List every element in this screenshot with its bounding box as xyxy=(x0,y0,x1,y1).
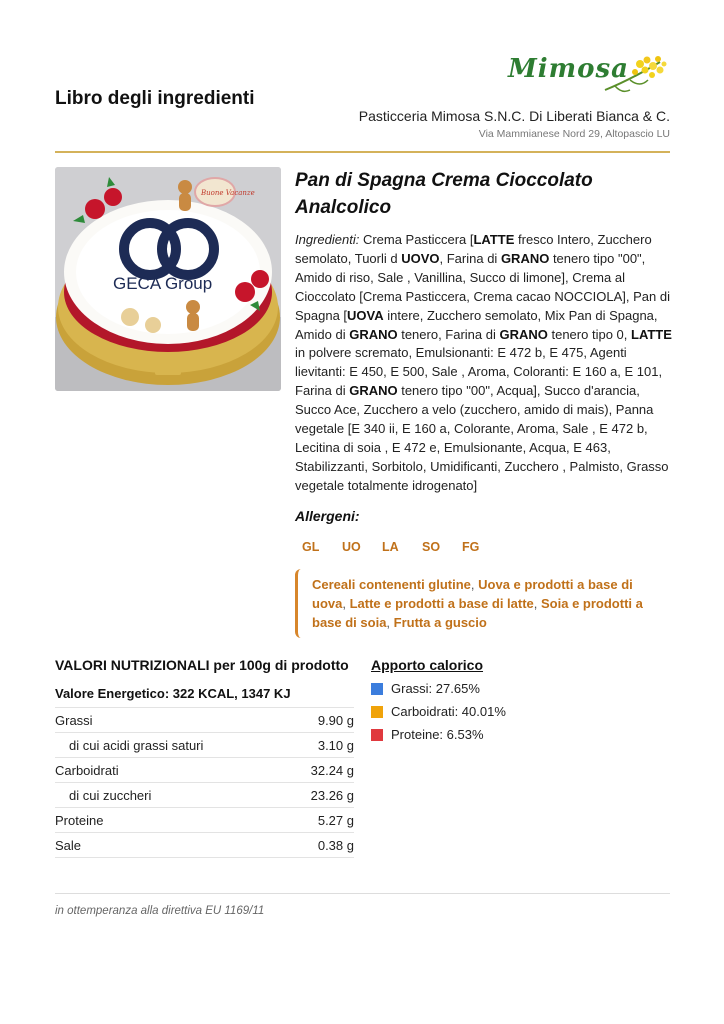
footer-divider xyxy=(55,893,670,894)
company-logo xyxy=(500,50,670,100)
company-address: Via Mammianese Nord 29, Altopascio LU xyxy=(478,128,670,140)
nutrient-label: Sale xyxy=(55,833,286,858)
legend-item xyxy=(371,681,671,696)
legend-label: Carboidrati: 40.01% xyxy=(391,704,506,719)
calorie-section xyxy=(371,657,671,742)
allergen-name: Cereali contenenti glutine xyxy=(312,576,471,592)
legend-item xyxy=(371,704,671,719)
ingredient-text-segment: tenero tipo 0, xyxy=(547,326,631,342)
product-section xyxy=(295,167,675,638)
allergen-name: Uova e prodotti a base di uova xyxy=(312,576,633,611)
allergen-descriptions: Cereali contenenti glutine, Uova e prodotti a base di uova, Latte e prodotti a base di latte, Soia e prodotti a base di soia, Frutta a guscio xyxy=(295,569,670,638)
product-name: Pan di Spagna Crema Cioccolato Analcolico xyxy=(295,170,593,218)
nutrition-title: VALORI NUTRIZIONALI per 100g di prodotto xyxy=(55,657,349,673)
nutrient-label: Proteine xyxy=(55,808,286,833)
document-title: Libro degli ingredienti xyxy=(55,88,255,109)
legend-label: Proteine: 6.53% xyxy=(391,727,484,742)
nutrient-value: 32.24 g xyxy=(286,758,354,783)
allergen-highlight: UOVO xyxy=(401,250,440,266)
nutrient-value: 9.90 g xyxy=(286,708,354,733)
table-row xyxy=(55,833,354,858)
legend-label: Grassi: 27.65% xyxy=(391,681,480,696)
table-row xyxy=(55,758,354,783)
allergen-code: GL xyxy=(302,539,320,554)
allergen-highlight: GRANO xyxy=(349,383,398,399)
nutrient-label: Carboidrati xyxy=(55,758,286,783)
page-header xyxy=(55,40,670,155)
table-row xyxy=(55,733,354,758)
allergens-title: Allergeni: xyxy=(295,507,360,524)
photo-brand-text: GECA Group xyxy=(113,274,213,293)
legend-swatch xyxy=(371,706,383,718)
allergen-name: Frutta a guscio xyxy=(393,614,487,630)
nutrient-value: 23.26 g xyxy=(286,783,354,808)
allergen-name: Latte e prodotti a base di latte xyxy=(349,595,534,611)
ingredient-text-segment: intere, Zucchero semolato, Mix Pan di Spagna, Amido di xyxy=(295,307,658,342)
ingredient-text-segment: , Farina di xyxy=(439,250,501,266)
header-divider xyxy=(55,151,670,153)
ingredients-label: Ingredienti: xyxy=(295,232,360,247)
allergen-code: UO xyxy=(342,539,361,554)
mimosa-flower-icon xyxy=(600,50,670,100)
calorie-title: Apporto calorico xyxy=(371,657,484,673)
allergen-highlight: LATTE xyxy=(473,232,515,247)
allergen-code: FG xyxy=(462,539,480,554)
photo-plaque-text: Buone Vacanze xyxy=(201,189,255,197)
footer-note: in ottemperanza alla direttiva EU 1169/11 xyxy=(55,905,265,917)
nutrient-value: 5.27 g xyxy=(286,808,354,833)
legend-swatch xyxy=(371,729,383,741)
allergen-highlight: GRANO xyxy=(499,326,548,342)
allergen-code: SO xyxy=(422,539,441,554)
allergen-highlight: GRANO xyxy=(500,250,550,266)
legend-item xyxy=(371,727,671,742)
company-name: Pasticceria Mimosa S.N.C. Di Liberati Bianca & C. xyxy=(358,108,670,124)
legend-swatch xyxy=(371,683,383,695)
table-row xyxy=(55,808,354,833)
allergen-highlight: LATTE xyxy=(631,326,672,342)
ingredient-text-segment: tenero tipo "00", Amido di riso, Sale , Vanillina, Succo di limone], Crema al Cioccolato [Crema Pasticcera, Crema cacao NOCCIOLA], Pan di Spagna [ xyxy=(295,250,670,323)
ingredients-text xyxy=(295,231,675,496)
allergen-code: LA xyxy=(382,539,399,554)
ingredient-text-segment: tenero, Farina di xyxy=(397,326,500,342)
product-photo xyxy=(55,167,281,391)
allergen-highlight: GRANO xyxy=(349,326,398,342)
nutrition-table xyxy=(55,707,354,858)
ingredient-text-segment: Crema Pasticcera [ xyxy=(359,232,474,247)
nutrient-label: di cui acidi grassi saturi xyxy=(55,733,286,758)
table-row xyxy=(55,708,354,733)
nutrient-value: 0.38 g xyxy=(286,833,354,858)
nutrient-label: di cui zuccheri xyxy=(55,783,286,808)
ingredient-text-segment: tenero tipo "00", Acqua], Succo d'arancia, Succo Ace, Zucchero a velo (zucchero, amido di mais), Panna vegetale [E 340 ii, E 160 a, Colorante, Aroma, Sale , E 472 b, Lecitina di soia , E 472 e, Emulsionante, Acqua, E 463, Stabilizzanti, Sorbitolo, Umidificanti, Zucchero , Palmisto, Grasso vegetale totalmente idrogenato] xyxy=(295,383,669,493)
nutrition-section xyxy=(55,655,355,858)
ingredient-text-segment: fresco Intero, Zucchero semolato, Tuorli d xyxy=(295,232,652,266)
nutrient-label: Grassi xyxy=(55,708,286,733)
ingredient-text-segment: in polvere scremato, Emulsionanti: E 472 b, E 475, Agenti lievitanti: E 450, E 500, Sale , Aroma, Coloranti: E 160 a, E 101, Farina di xyxy=(295,345,663,399)
allergen-name: Soia e prodotti a base di soia xyxy=(312,595,643,630)
allergen-highlight: UOVA xyxy=(347,307,384,323)
allergen-codes xyxy=(295,540,675,554)
energy-value: Valore Energetico: 322 KCAL, 1347 KJ xyxy=(55,686,291,701)
logo-text: Mimosa xyxy=(508,54,629,84)
table-row xyxy=(55,783,354,808)
nutrient-value: 3.10 g xyxy=(286,733,354,758)
